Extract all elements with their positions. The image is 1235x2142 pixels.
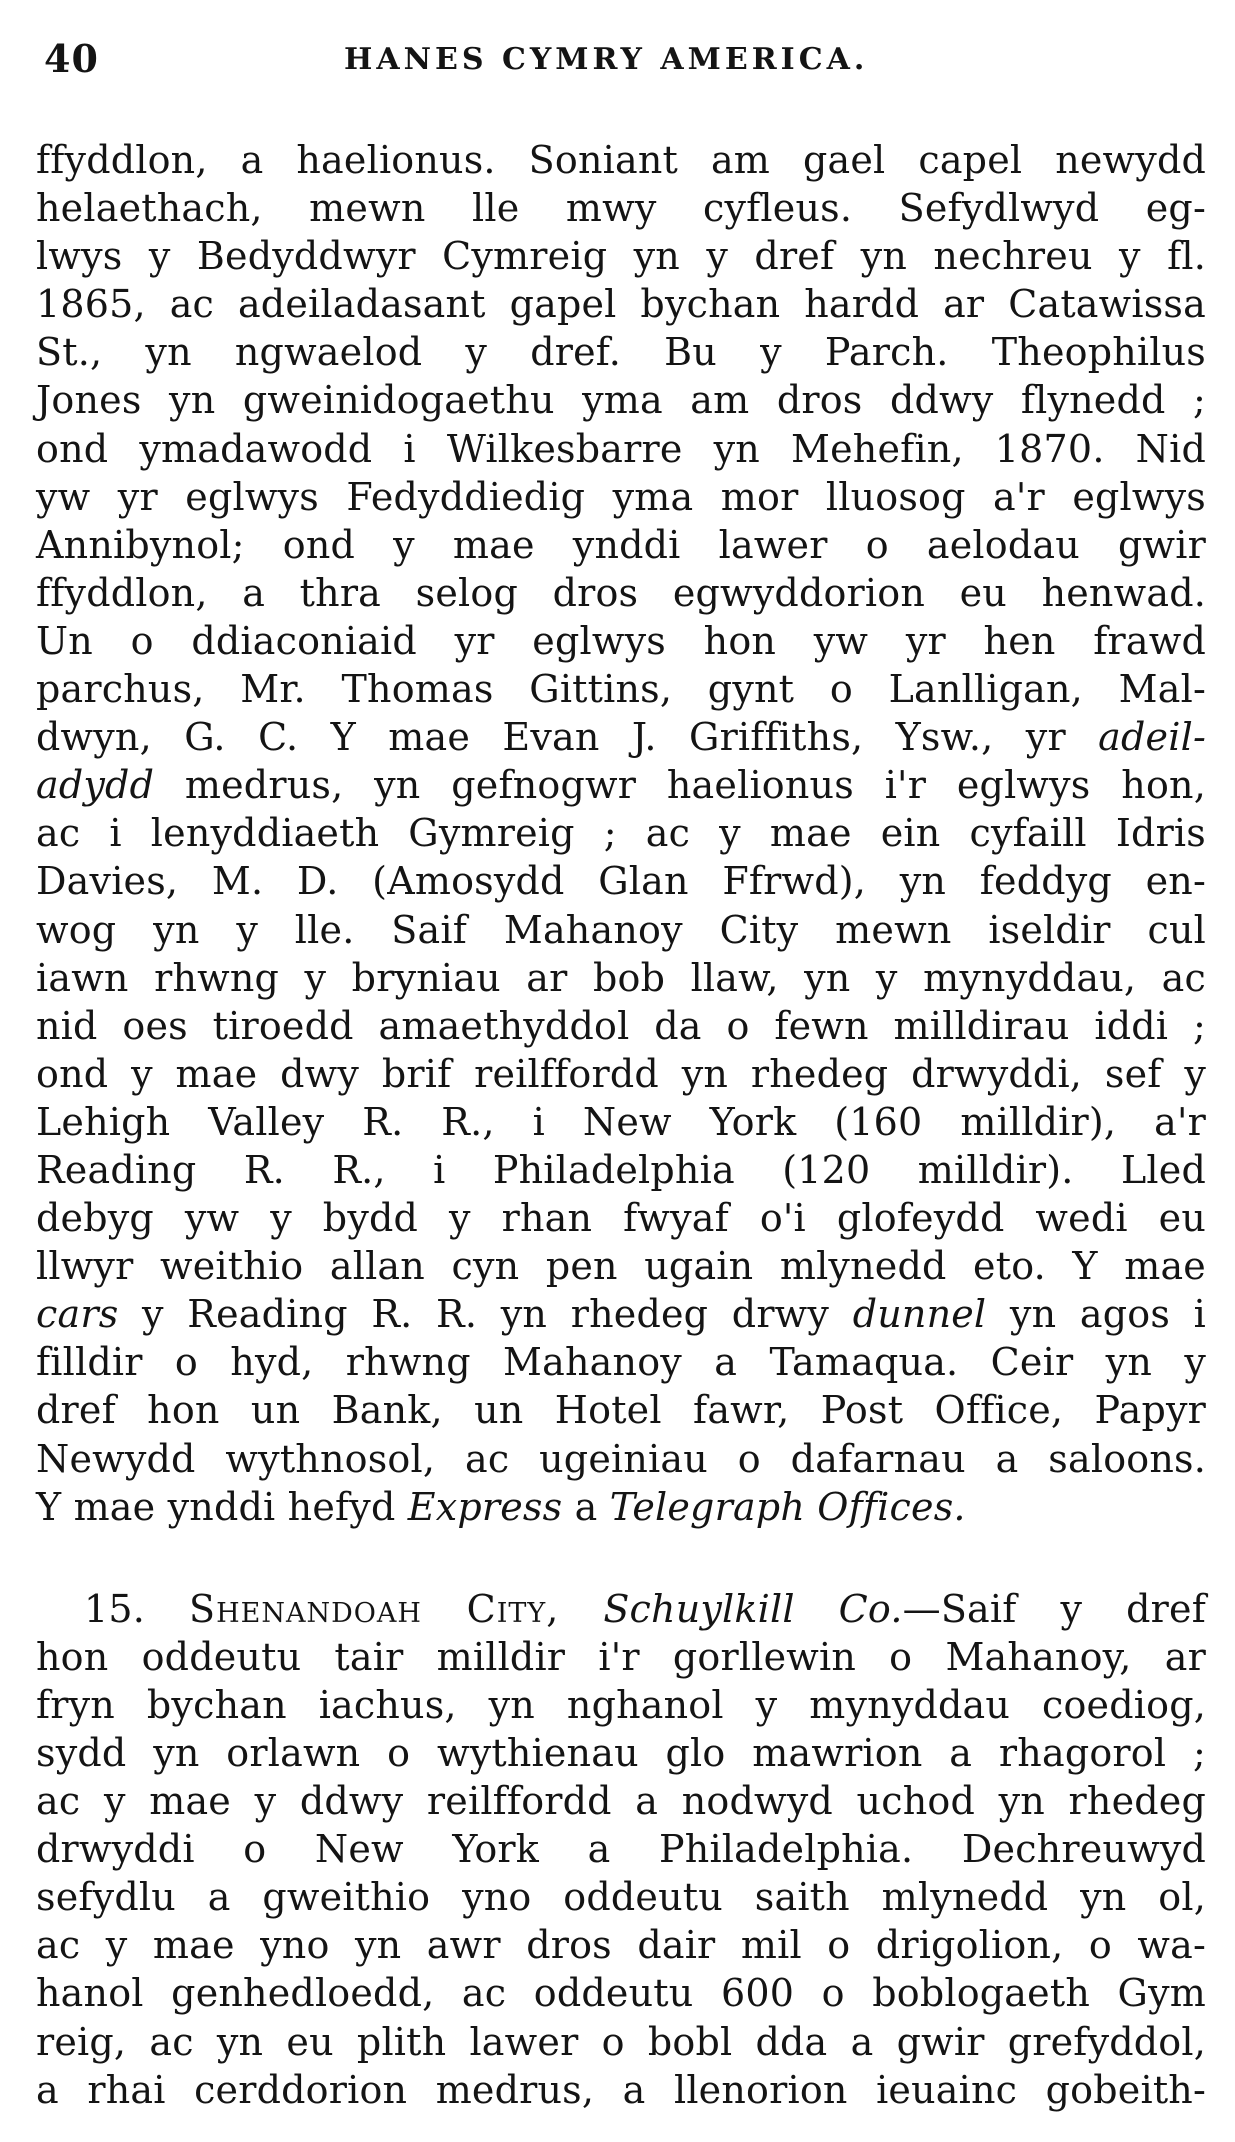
text-line: ac y mae y ddwy reilffordd a nodwyd uchod yn rhedeg [36,1779,1206,1824]
text-line: St., yn ngwaelod y dref. Bu y Parch. Theophilus [36,330,1206,375]
text-line: ffyddlon, a thra selog dros egwyddorion eu henwad. [36,570,1206,615]
text-line: ond y mae dwy brif reilffordd yn rhedeg drwyddi, sef y [36,1051,1206,1096]
text-line [36,761,1206,809]
italic-term: dunnel [852,1292,987,1337]
section-title: Shenandoah City, [189,1586,560,1631]
text-line: ac i lenyddiaeth Gymreig ; ac y mae ein cyfaill Idris [36,811,1206,856]
text-line: wog yn y lle. Saif Mahanoy City mewn iseldir cul [36,907,1206,952]
text-line: parchus, Mr. Thomas Gittins, gynt o Lanlligan, Mal- [36,667,1206,712]
text-line [36,1483,1206,1531]
section-heading-line [36,1585,1206,1633]
text-line: drwyddi o New York a Philadelphia. Dechreuwyd [36,1827,1206,1872]
italic-term: adydd [36,763,155,808]
italic-term: adeil- [1098,715,1206,760]
text-line: debyg yw y bydd y rhan fwyaf o'i glofeydd wedi eu [36,1196,1206,1241]
text-line: 1865, ac adeiladasant gapel bychan hardd ar Catawissa [36,282,1206,327]
text-run: —Saif y dref [902,1586,1206,1631]
text-line: hanol genhedloedd, ac oddeutu 600 o boblogaeth Gym [36,1971,1206,2016]
text-line: Davies, M. D. (Amosydd Glan Ffrwd), yn feddyg en- [36,859,1206,904]
text-line: hon oddeutu tair milldir i'r gorllewin o Mahanoy, ar [36,1634,1206,1679]
text-run: medrus, yn gefnogwr haelionus i'r eglwys hon, [154,763,1206,808]
text-line: iawn rhwng y bryniau ar bob llaw, yn y mynyddau, ac [36,955,1206,1000]
italic-term: Telegraph Offices. [609,1484,966,1529]
text-line: helaethach, mewn lle mwy cyfleus. Sefydlwyd eg- [36,186,1206,231]
text-line: sydd yn orlawn o wythienau glo mawrion a rhagorol ; [36,1731,1206,1775]
body-text [36,136,1206,2114]
text-line: yw yr eglwys Fedyddiedig yma mor lluosog a'r eglwys [36,474,1206,519]
text-line: a rhai cerddorion medrus, a llenorion ieuainc gobeith- [36,2067,1206,2112]
text-run: Y mae ynddi hefyd [36,1484,408,1529]
text-line: sefydlu a gweithio yno oddeutu saith mlynedd yn ol, [36,1875,1206,1920]
text-line: Lehigh Valley R. R., i New York (160 milldir), a'r [36,1099,1206,1144]
text-line: filldir o hyd, rhwng Mahanoy a Tamaqua. Ceir yn y [36,1340,1206,1385]
text-line: ond ymadawodd i Wilkesbarre yn Mehefin, 1870. Nid [36,426,1206,471]
text-line: Un o ddiaconiaid yr eglwys hon yw yr hen frawd [36,618,1206,663]
text-line: ac y mae yno yn awr dros dair mil o drigolion, o wa- [36,1923,1206,1968]
text-run: dwyn, G. C. Y mae Evan J. Griffiths, Ysw., yr [36,715,1099,760]
text-line [36,1290,1206,1338]
text-line: reig, ac yn eu plith lawer o bobl dda a gwir grefyddol, [36,2019,1206,2064]
text-line: llwyr weithio allan cyn pen ugain mlynedd eto. Y mae [36,1244,1206,1289]
text-line: ffyddlon, a haelionus. Soniant am gael capel newydd [36,138,1206,182]
section-number: 15. [84,1586,146,1631]
text-run: yn agos i [986,1292,1206,1337]
paragraph-gap [36,1531,1206,1585]
text-line: nid oes tiroedd amaethyddol da o fewn milldirau iddi ; [36,1003,1206,1048]
text-line: Reading R. R., i Philadelphia (120 milldir). Lled [36,1147,1206,1192]
text-line: fryn bychan iachus, yn nghanol y mynyddau coediog, [36,1682,1206,1727]
text-line: Annibynol; ond y mae ynddi lawer o aelodau gwir [36,522,1206,567]
text-line: Jones yn gweinidogaethu yma am dros ddwy flynedd ; [36,378,1206,423]
text-line [36,713,1206,761]
text-run: a [562,1484,610,1529]
text-line: Newydd wythnosol, ac ugeiniau o dafarnau a saloons. [36,1436,1206,1481]
text-line: lwys y Bedyddwyr Cymreig yn y dref yn nechreu y fl. [36,234,1206,279]
county-name: Schuylkill Co. [603,1586,903,1631]
running-title: HANES CYMRY AMERICA. [344,42,869,77]
page-header [44,36,1175,86]
text-line: dref hon un Bank, un Hotel fawr, Post Office, Papyr [36,1388,1206,1433]
page-number: 40 [44,36,99,81]
italic-term: cars [36,1292,119,1337]
italic-term: Express [407,1484,563,1529]
text-run: y Reading R. R. yn rhedeg drwy [118,1292,853,1337]
